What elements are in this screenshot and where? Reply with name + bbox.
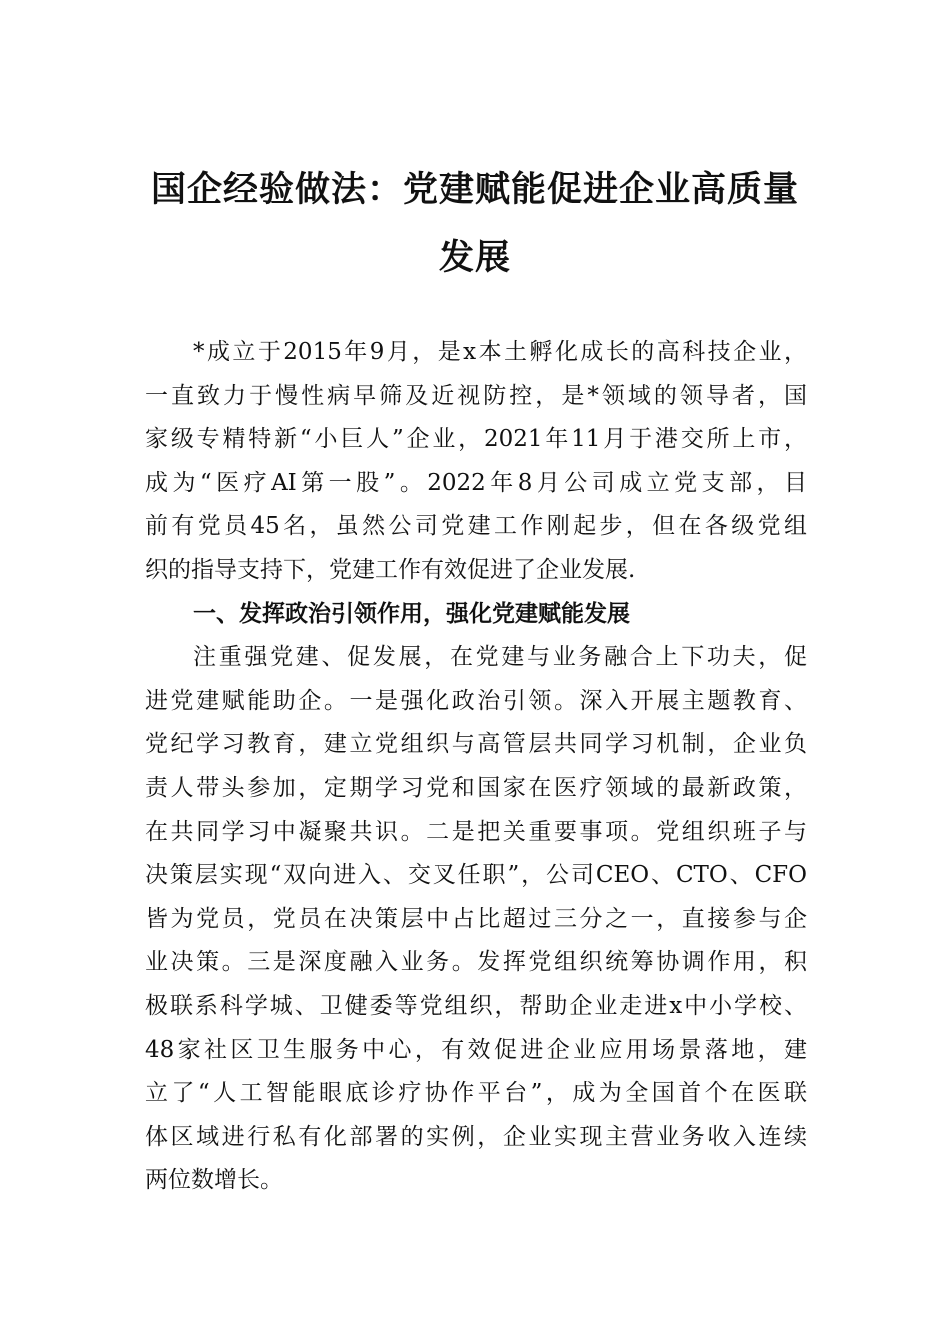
paragraph-1-line: 一直致力于慢性病早筛及近视防控，是*领域的领导者，国 [145, 382, 807, 409]
paragraph-2-line: 党纪学习教育，建立党组织与高管层共同学习机制，企业负 [145, 731, 807, 758]
paragraph-1-line: 家级专精特新“小巨人”企业，2021年11月于港交所上市， [145, 426, 807, 453]
paragraph-2-line: 在共同学习中凝聚共识。二是把关重要事项。党组织班子与 [145, 818, 807, 845]
paragraph-1-line: 前有党员45名，虽然公司党建工作刚起步，但在各级党组 [145, 513, 807, 540]
paragraph-1-line: *成立于2015年9月，是x本土孵化成长的高科技企业， [193, 339, 807, 365]
paragraph-2-line: 业决策。三是深度融入业务。发挥党组织统筹协调作用，积 [145, 949, 807, 976]
paragraph-1-line: 织的指导支持下，党建工作有效促进了企业发展. [145, 556, 636, 583]
paragraph-2-line: 48家社区卫生服务中心，有效促进企业应用场景落地，建 [145, 1036, 807, 1063]
paragraph-2-line: 注重强党建、促发展，在党建与业务融合上下功夫，促 [193, 644, 807, 671]
paragraph-2-line: 极联系科学城、卫健委等党组织，帮助企业走进x中小学校、 [145, 992, 807, 1019]
document-title-line-2: 发展 [438, 237, 511, 278]
document-title-line-1: 国企经验做法：党建赋能促进企业高质量 [150, 169, 799, 210]
paragraph-1-line: 成为“医疗AI第一股”。2022年8月公司成立党支部，目 [145, 469, 807, 496]
paragraph-2-line: 进党建赋能助企。一是强化政治引领。深入开展主题教育、 [145, 687, 807, 714]
paragraph-2-line: 两位数增长。 [145, 1167, 283, 1194]
paragraph-2-line: 责人带头参加，定期学习党和国家在医疗领域的最新政策， [145, 774, 807, 801]
paragraph-2-line: 体区域进行私有化部署的实例，企业实现主营业务收入连续 [145, 1123, 807, 1150]
paragraph-2-line: 皆为党员，党员在决策层中占比超过三分之一，直接参与企 [145, 905, 807, 932]
paragraph-2-line: 立了“人工智能眼底诊疗协作平台”，成为全国首个在医联 [145, 1080, 807, 1107]
document-body [145, 331, 807, 1203]
section-heading-1: 一、发挥政治引领作用，强化党建赋能发展 [193, 600, 630, 627]
paragraph-2-line: 决策层实现“双向进入、交叉任职”，公司CEO、CTO、CFO [145, 862, 807, 889]
